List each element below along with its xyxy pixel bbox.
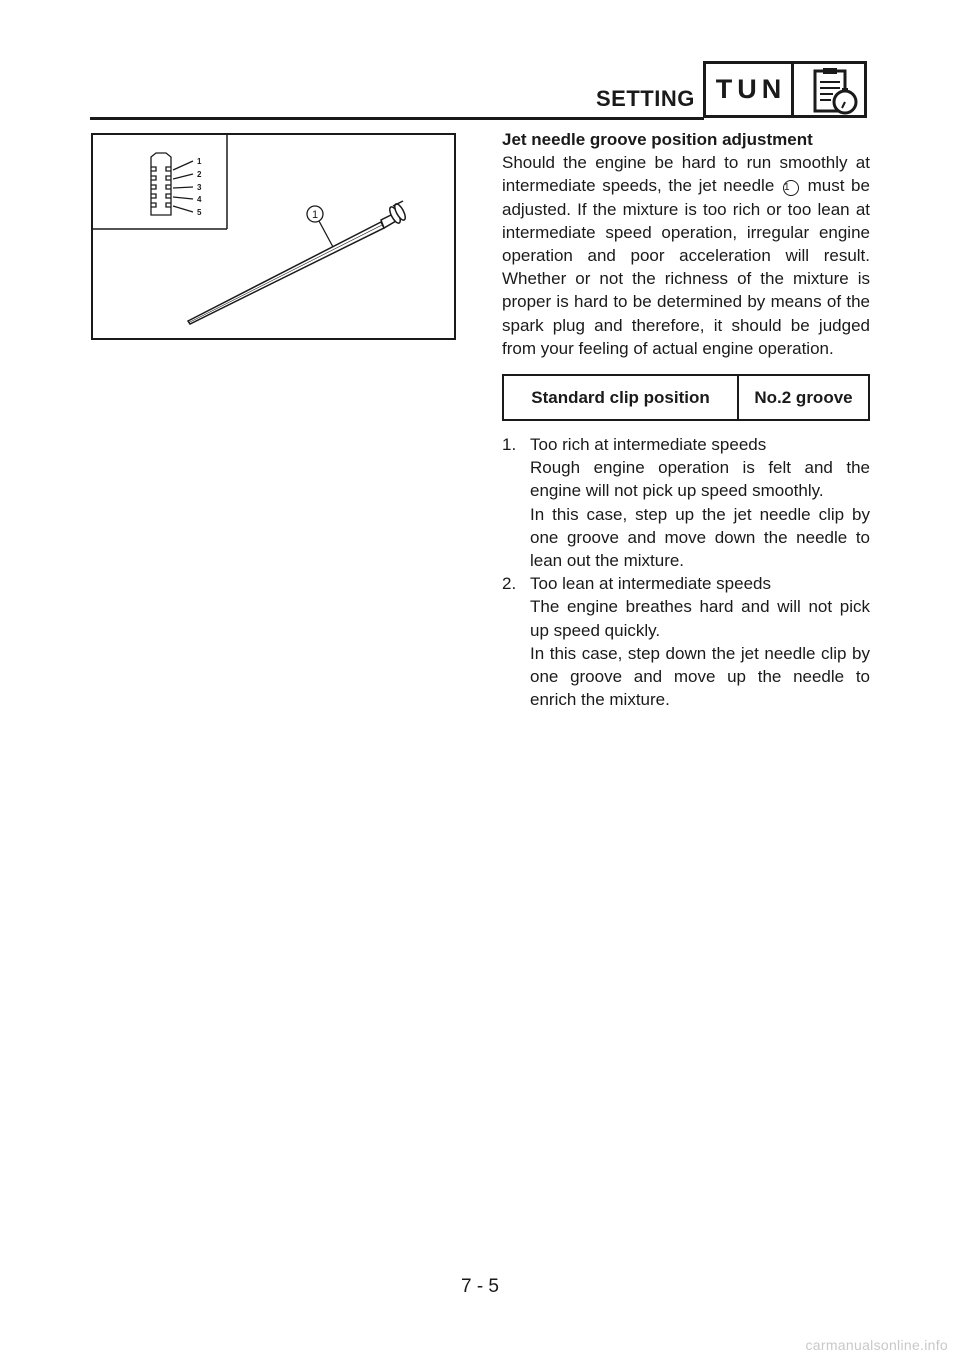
figure-callout: 1 — [311, 209, 319, 221]
intro-paragraph — [502, 151, 870, 360]
groove-label: 2 — [197, 170, 202, 179]
clipboard-stopwatch-icon — [809, 66, 861, 116]
content-column — [502, 128, 870, 711]
step-item — [502, 572, 870, 711]
groove-label: 1 — [197, 157, 202, 166]
section-code: TUN — [715, 74, 787, 104]
section-title: SETTING — [596, 86, 695, 111]
spec-value: No.2 groove — [738, 375, 869, 420]
section-code-divider — [791, 64, 794, 115]
spec-row — [503, 375, 869, 420]
intro-callout: 1 — [783, 180, 799, 196]
jet-needle-illustration — [93, 135, 454, 338]
step-list — [502, 433, 870, 711]
step-text: In this case, step down the jet needle clip by one groove and move up the needle to enrich the mixture. — [530, 643, 870, 710]
step-item — [502, 433, 870, 572]
step-number: 2. — [502, 574, 517, 594]
watermark: carmanualsonline.info — [805, 1337, 948, 1353]
step-number: 1. — [502, 435, 517, 455]
groove-label: 4 — [197, 195, 202, 204]
section-code-box — [703, 61, 867, 118]
step-title — [502, 433, 870, 456]
intro-text: Should the engine be hard to run smoothly at intermediate speeds, the jet needle — [502, 153, 870, 196]
subsection-heading: Jet needle groove position adjustment — [502, 130, 813, 149]
step-text: The engine breathes hard and will not pick up speed quickly. — [530, 597, 870, 640]
intro-text: must be adjusted. If the mixture is too rich or too lean at intermediate speed operation, irregular engine operation and poor acceleration will result. Whether or not the richness of the mixture is proper is hard to be determined by means of the spark plug and therefore, it should be judged from your feeling of actual engine operation. — [502, 176, 870, 358]
page-number: 7 - 5 — [460, 1276, 500, 1297]
step-text: Rough engine operation is felt and the engine will not pick up speed smoothly. — [530, 458, 870, 501]
spec-table — [502, 374, 870, 421]
step-title-text: Too lean at intermediate speeds — [530, 574, 771, 594]
step-title — [502, 572, 870, 595]
groove-label: 5 — [197, 208, 202, 217]
jet-needle-figure — [91, 133, 456, 340]
step-text: In this case, step up the jet needle clip by one groove and move down the needle to lean out the mixture. — [530, 504, 870, 571]
groove-label: 3 — [197, 183, 202, 192]
step-title-text: Too rich at intermediate speeds — [530, 435, 767, 455]
spec-label: Standard clip position — [503, 375, 738, 420]
header-rule — [90, 117, 704, 120]
